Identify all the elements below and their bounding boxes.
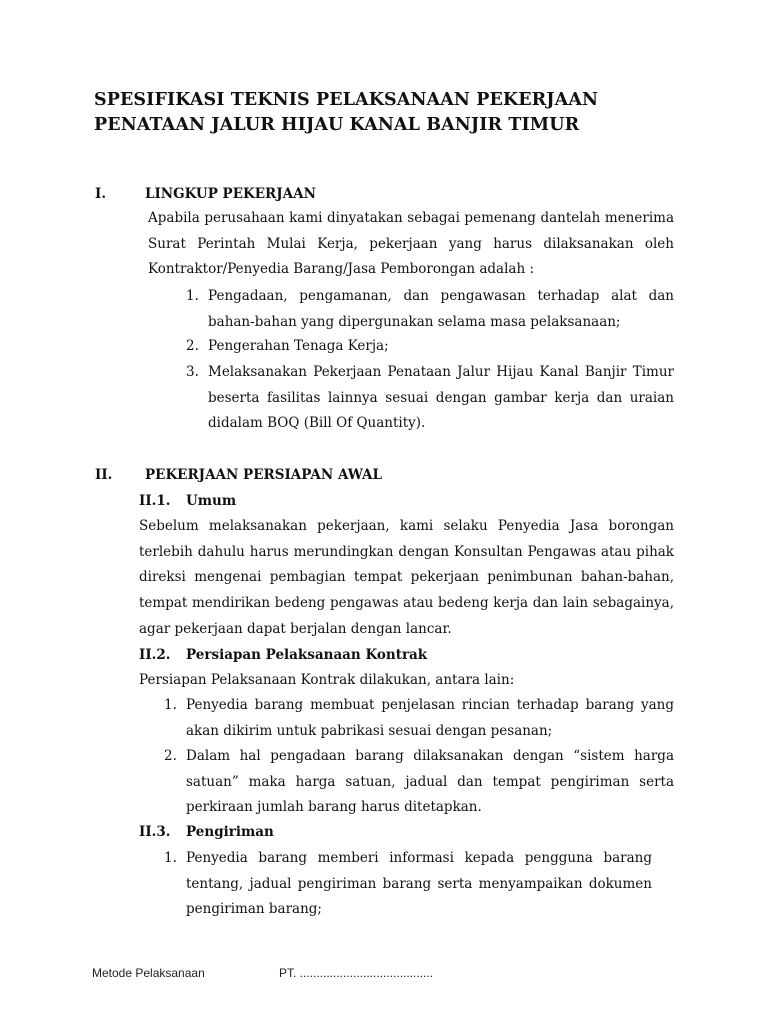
subsection-3-number: II.3. (139, 824, 171, 840)
list-item-number: 3. (186, 364, 199, 380)
subsection-2-number: II.2. (139, 647, 171, 663)
section-1-intro: Apabila perusahaan kami dinyatakan sebagai pemenang dantelah menerima Surat Perintah Mulai Kerja, pekerjaan yang harus dilaksanakan oleh Kontraktor/Penyedia Barang/Jasa Pemborongan adalah : (148, 210, 674, 278)
list-item-number: 1. (164, 697, 177, 713)
document-title (94, 88, 598, 138)
footer-left-text: Metode Pelaksanaan (92, 966, 205, 980)
subsection-1-number: II.1. (139, 493, 171, 509)
list-item-text: Dalam hal pengadaan barang dilaksanakan dengan “sistem harga satuan” maka harga satuan, jadual dan tempat pengiriman serta perkiraan jumlah barang harus ditetapkan. (186, 748, 674, 816)
title-line-2: PENATAAN JALUR HIJAU KANAL BANJIR TIMUR (94, 115, 580, 135)
footer-company-text: PT. ........................................ (279, 966, 434, 980)
section-2-numeral: II. (95, 467, 113, 483)
list-item-text: Melaksanakan Pekerjaan Penataan Jalur Hijau Kanal Banjir Timur beserta fasilitas lainnya sesuai dengan gambar kerja dan uraian didalam BOQ (Bill Of Quantity). (208, 364, 674, 432)
subsection-2-intro: Persiapan Pelaksanaan Kontrak dilakukan, antara lain: (139, 672, 515, 688)
section-1-numeral: I. (95, 186, 107, 202)
title-line-1: SPESIFIKASI TEKNIS PELAKSANAAN PEKERJAAN (94, 90, 599, 110)
section-2-heading: PEKERJAAN PERSIAPAN AWAL (145, 467, 383, 483)
list-item-text: Pengadaan, pengamanan, dan pengawasan terhadap alat dan bahan-bahan yang dipergunakan selama masa pelaksanaan; (208, 288, 674, 330)
list-item-number: 2. (186, 338, 199, 354)
subsection-1-title: Umum (186, 493, 237, 509)
list-item-number: 1. (186, 288, 199, 304)
list-item-text: Penyedia barang membuat penjelasan rincian terhadap barang yang akan dikirim untuk pabrikasi sesuai dengan pesanan; (186, 697, 674, 739)
list-item-text: Penyedia barang memberi informasi kepada pengguna barang tentang, jadual pengiriman barang serta menyampaikan dokumen pengiriman barang; (186, 850, 652, 918)
subsection-1-text: Sebelum melaksanakan pekerjaan, kami selaku Penyedia Jasa borongan terlebih dahulu harus merundingkan dengan Konsultan Pengawas atau pihak direksi mengenai pembagian tempat pekerjaan penimbunan bahan-bahan, tempat mendirikan bedeng pengawas atau bedeng kerja dan lain sebagainya, agar pekerjaan dapat berjalan dengan lancar. (139, 518, 674, 637)
section-1-heading: LINGKUP PEKERJAAN (145, 186, 316, 202)
subsection-3-title: Pengiriman (186, 824, 274, 840)
list-item-number: 1. (164, 850, 177, 866)
list-item-text: Pengerahan Tenaga Kerja; (208, 338, 389, 354)
subsection-2-title: Persiapan Pelaksanaan Kontrak (186, 647, 428, 663)
list-item-number: 2. (164, 748, 177, 764)
